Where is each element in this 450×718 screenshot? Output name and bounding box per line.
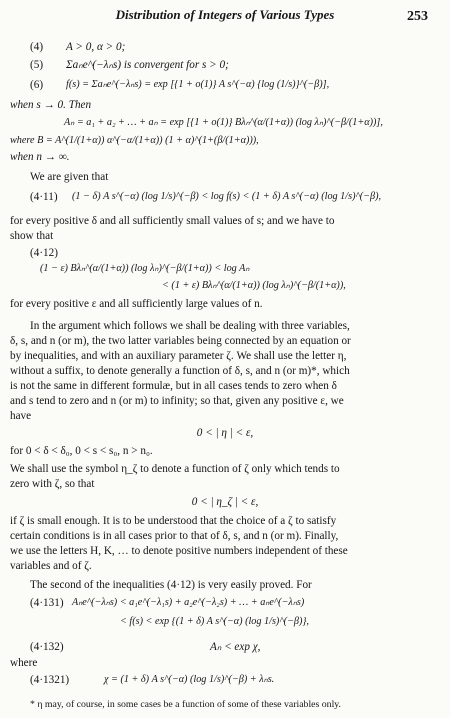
equation-tag: (4·1321): [30, 674, 70, 686]
equation-tag: (5): [30, 59, 44, 71]
equation-text: χ = (1 + δ) A s^(−α) (log 1/s)^(−β) + λₙs.: [104, 674, 275, 685]
equation-line: 0 < | η_ζ | < ε,: [191, 496, 259, 508]
equation-text: Aₙ < exp χ,: [210, 641, 261, 653]
equation-tag: (4): [30, 41, 44, 53]
equation-tag: (6): [30, 79, 44, 91]
equation-text: f(s) = Σaₙe^(−λₙs) = exp [{1 + o(1)} A s^(−α) {log (1/s)}^(−β)],: [66, 79, 330, 90]
page-number: 253: [407, 9, 428, 24]
equation-text: A > 0, α > 0;: [66, 41, 126, 53]
equation-text: Σaₙe^(−λₙs) is convergent for s > 0;: [66, 59, 229, 71]
page: Distribution of Integers of Various Types 253 (4) A > 0, α > 0; (5) Σaₙe^(−λₙs) is convergent for s > 0; (6) f(s) = Σaₙe^(−λₙs) = exp [{1 + o(1)} A s^(−α) {log (1/s)}^(−β)], when s → 0. Then Aₙ = a₁ + a₂ + … + aₙ = exp [{1 + o(1)} Bλₙ^(α/(1+α)) (log λₙ)^(−β/(1+α))], where B = A^(1/(1+α)) α^(−α/(1+α)) (1 + α)^(1+(β/(1+α))), when n → ∞. We are given that (4·11) (1 − δ) A s^(−α) (log 1/s)^(−β) < log f(s) < (1 + δ) A s^(−α) (log 1/s)^(−β), for every positive δ and all sufficiently small values of s; and we have to show that (4·12) (1 − ε) Bλₙ^(α/(1+α)) (log λₙ)^(−β/(1+α)) < log Aₙ < (1 + ε) Bλₙ^(α/(1+α)) (log λₙ)^(−β/(1+α)), for every positive ε and all sufficiently large values of n. In the argument which follows we shall be dealing with three variables, δ, s, and n (or m), the two latter variables being connected by an equation or by inequalities, and with an auxiliary parameter ζ. We shall use the letter η, without a suffix, to denote generally a function of δ, s, and n (or m)*, which is not the same in different formulæ, but in all cases tends to zero when δ and s tend to zero and n (or m) to infinity; so that, given any positive ε, we have 0 < | η | < ε, for 0 < δ < δ₀, 0 < s < s₀, n > n₀. We shall use the symbol η_ζ to denote a function of ζ only which tends to zero with ζ, so that 0 < | η_ζ | < ε, if ζ is small enough. It is to be understood that the choice of a ζ to satisfy certain conditions is in all cases prior to that of δ, s, and n (or m). Finally, we use the letters H, K, … to denote positive numbers independent of these variables and of ζ. The second of the inequalities (4·12) is very easily proved. For (4·131) Aₙe^(−λₙs) < a₁e^(−λ₁s) + a₂e^(−λ₂s) + … + aₙe^(−λₙs) < f(s) < exp {(1 + δ) A s^(−α) (log 1/s)^(−β)}, (4·132) Aₙ < exp χ, where (4·1321) χ = (1 + δ) A s^(−α) (log 1/s)^(−β) + λₙs. * η may, of course, in some cases be a function of some of these variables only.: [0, 0, 450, 718]
equation-text: Aₙe^(−λₙs) < a₁e^(−λ₁s) + a₂e^(−λ₂s) + … + aₙe^(−λₙs): [72, 597, 305, 608]
equation-tag: (4·12): [30, 247, 58, 259]
running-header: [0, 8, 450, 22]
equation-tag: (4·131): [30, 597, 64, 609]
equation-tag: (4·11): [30, 191, 58, 203]
equation-text: (1 − δ) A s^(−α) (log 1/s)^(−β) < log f(s) < (1 + δ) A s^(−α) (log 1/s)^(−β),: [72, 191, 382, 202]
header-title: Distribution of Integers of Various Types: [115, 7, 335, 22]
equation-tag: (4·132): [30, 641, 64, 653]
equation-line: 0 < | η | < ε,: [196, 427, 254, 439]
